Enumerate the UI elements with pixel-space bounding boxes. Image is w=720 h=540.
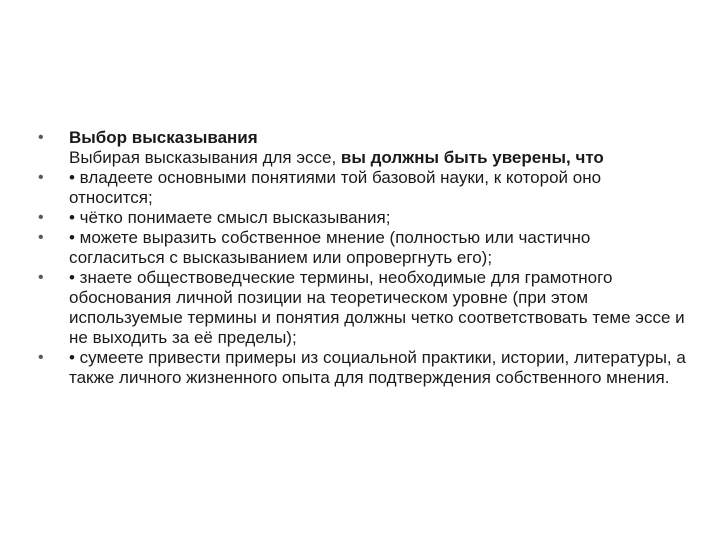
- item-text: [69, 148, 688, 168]
- list-item: [38, 208, 688, 228]
- bullet-marker: •: [38, 209, 44, 226]
- bullet-marker: •: [38, 229, 44, 246]
- item-text: • можете выразить собственное мнение (полностью или частично согласиться с высказыванием или опровергнуть его);: [69, 228, 591, 267]
- item-text: • владеете основными понятиями той базовой науки, к которой оно относится;: [69, 168, 602, 207]
- bullet-marker: •: [38, 129, 44, 146]
- list-item-essay-choice: [38, 128, 688, 168]
- item-heading: Выбор высказывания: [69, 128, 258, 147]
- bullet-marker: •: [38, 269, 44, 286]
- list-item: [38, 268, 688, 348]
- bullet-list: [38, 128, 688, 388]
- item-text-plain: Выбирая высказывания для эссе,: [69, 148, 341, 167]
- list-item: [38, 348, 688, 388]
- item-text: • знаете обществоведческие термины, необходимые для грамотного обоснования личной позиции на теоретическом уровне (при этом используемые термины и понятия должны четко соответствовать теме эссе и не выходить за её пределы);: [69, 268, 685, 347]
- item-text-bold: вы должны быть уверены, что: [340, 148, 604, 167]
- bullet-marker: •: [38, 169, 44, 186]
- item-text: • сумеете привести примеры из социальной практики, истории, литературы, а также личного жизненного опыта для подтверждения собственного мнения.: [69, 348, 686, 387]
- item-text: • чётко понимаете смысл высказывания;: [69, 208, 391, 227]
- list-item: [38, 228, 688, 268]
- list-item: [38, 168, 688, 208]
- bullet-marker: •: [38, 349, 44, 366]
